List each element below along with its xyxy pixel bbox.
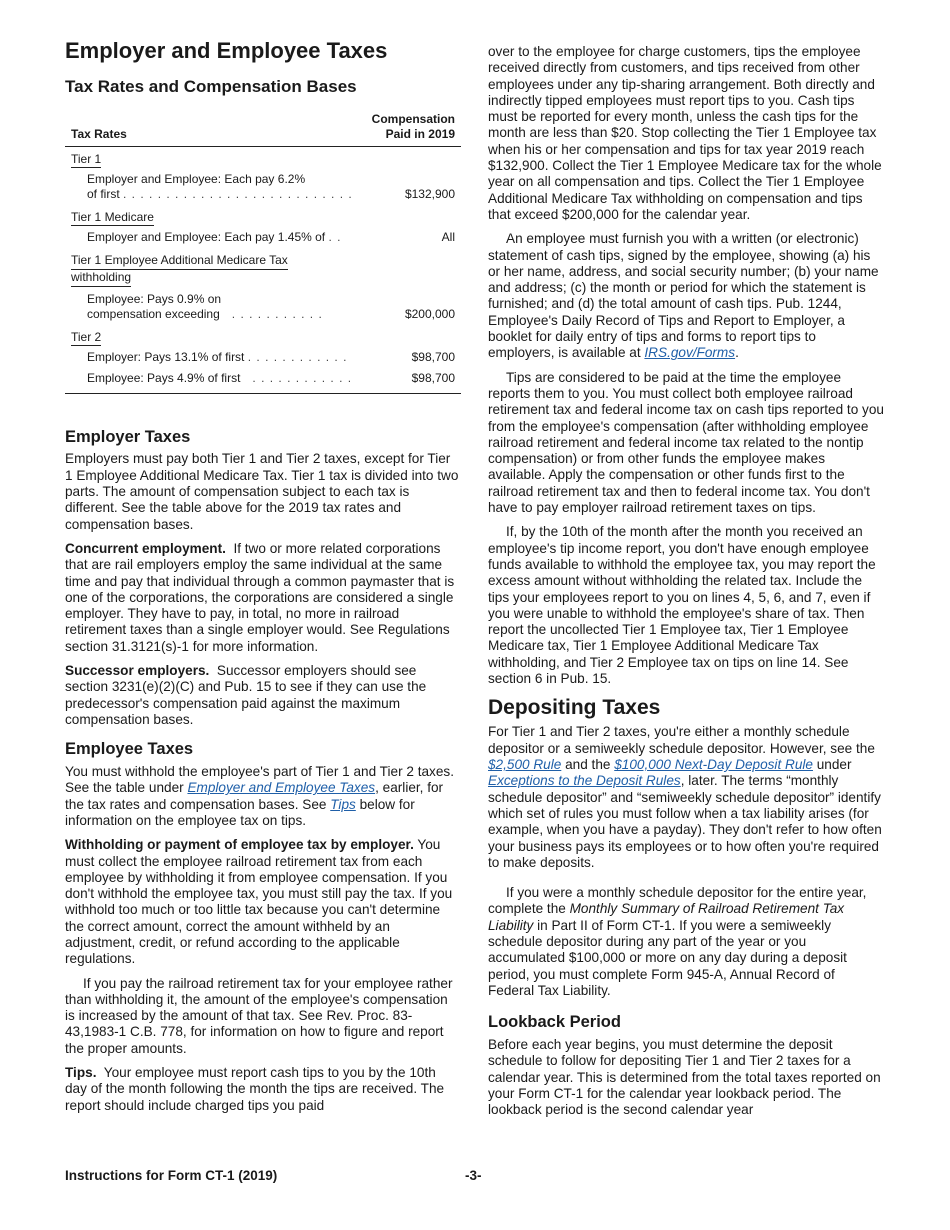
tax-rates-table [65,112,461,394]
tier2-label: Tier 2 [71,329,102,344]
depositing-taxes-heading: Depositing Taxes [488,696,661,720]
employer-employee-taxes-link[interactable]: Employer and Employee Taxes [187,780,376,796]
table-row: Employer and Employee: Each pay 1.45% of . . All [87,229,455,244]
table-bottom-rule [65,393,461,394]
tier1-label: Tier 1 [71,151,102,166]
employer-taxes-heading: Employer Taxes [65,427,191,446]
tips-statement-paragraph: An employee must furnish you with a written (or electronic) statement of cash tips, signed by the employee, showing (a) his or her name, address, and social security number; (b) your name and address; (c) the month or period for which the statement is furnished; and (d) the total amount of cash tips. Pub. 1244, Employee's Daily Record of Tips and Report to Employer, a booklet for daily entry of tips and forms to report tips to employers, is available at IRS.gov/Forms. [488,231,879,361]
employer-taxes-paragraph: Employers must pay both Tier 1 and Tier 2 taxes, except for Tier 1 Employee Additional Medicare Tax. Tier 1 tax is divided into two parts. The amount of compensation subject to each tax is different. See the table above for the 2019 tax rates and compensation bases. [65,451,459,532]
tips-link[interactable]: Tips [330,796,356,812]
footer-page-number: -3- [465,1168,482,1183]
tips-paid-paragraph: Tips are considered to be paid at the time the employee reports them to you. You must collect both employee railroad retirement tax and federal income tax on cash tips reported to you from the employee's compensation (after withholding employee railroad retirement and federal income tax related to the nontip compensation) or from other funds the employee makes available. Apply the compensation or other funds first to the railroad retirement tax and then to federal income tax. You don't have to pay employer railroad retirement taxes on tips. [488,369,884,516]
tip-funds-paragraph: If, by the 10th of the month after the month you received an employee's tip income report, you don't have enough employee funds available to withhold the employee tax, you may report the excess amount without withholding the related tax. Include the tips your employees report to you on lines 4, 5, 6, and 7, even if you were unable to withhold the employee's share of tax. Then report the uncollected Tier 1 Employee tax, Tier 1 Employee Medicare tax, Tier 1 Employee Additional Medicare Tax withholding, and Tier 2 Employee tax on tips on line 14. See section 6 in Pub. 15. [488,524,876,686]
2500-rule-link[interactable]: $2,500 Rule [488,757,562,773]
table-row: Employee: Pays 4.9% of first . . . . . . . . . . . . $98,700 [87,370,455,385]
table-header [65,112,461,147]
pay-tax-paragraph: If you pay the railroad retirement tax for your employee rather than withholding it, the amount of the employee's compensation is increased by the amount of that tax. See Rev. Proc. 83-43,1983-1 C.B. 778, for information on how to figure and report the proper amounts. [65,975,453,1056]
right-column [488,44,884,1127]
successor-employers-paragraph: Successor employers. Successor employers should see section 3231(e)(2)(C) and Pub. 15 to see if they can use the predecessor's compensation paid against the maximum compensation bases. [65,663,427,727]
tier1-medicare-label: Tier 1 Medicare [71,209,154,224]
next-day-deposit-rule-link[interactable]: $100,000 Next-Day Deposit Rule [614,757,813,773]
irs-forms-link[interactable]: IRS.gov/Forms [644,345,736,361]
footer-form-name: Instructions for Form CT-1 (2019) [65,1168,278,1183]
tips-continued-paragraph: over to the employee for charge customers, tips the employee received directly from customers, and tips received from other employees under any tip-sharing arrangement. Both directly and indirectly tipped employees must report tips to you. Cash tips must be reported for every month, unless the cash tips for the month are less than $20. Stop collecting the Tier 1 Employee tax when his or her compensation and tips for tax year 2019 reach $132,900. Collect the Tier 1 Employee Medicare tax for the whole year on all compensation and tips. Collect the Tier 1 Employee Additional Medicare Tax withholding on compensation and tips that exceed $200,000 for the calendar year. [488,44,882,222]
withholding-paragraph: Withholding or payment of employee tax by employer. You must collect the employee railroad retirement tax from each employee by withholding it from employee compensation. If you don't withhold the employee tax, you must still pay the tax. If you withhold too much or too little tax because you can't determine the correct amount, correct the amount withheld by an adjustment, credit, or refund according to the applicable regulations. [65,837,453,967]
concurrent-employment-paragraph: Concurrent employment. If two or more related corporations that are rail employers employ the same individual at the same time and pay that individual through a common paymaster that is one of the corporations, the corporations are considered a single employer. They have to pay, in total, no more in railroad retirement taxes than a single employer would. See Regulations section 31.3121(s)-1 for more information. [65,540,455,654]
page-title: Employer and Employee Taxes [65,38,388,63]
table-row: Employer and Employee: Each pay 6.2% of first . . . . . . . . . . . . . . . . . . . . . . . . . . . $132,900 [87,171,455,201]
section-subtitle: Tax Rates and Compensation Bases [65,77,357,97]
lookback-paragraph: Before each year begins, you must determine the deposit schedule to follow for depositing Tier 1 and Tier 2 taxes for a calendar year. This is determined from the total taxes reported on your Form CT-1 for the calendar year lookback period. The lookback period is the second calendar year [488,1037,881,1118]
table-row: Employee: Pays 0.9% on compensation exceeding . . . . . . . . . . . $200,000 [87,291,455,321]
header-tax-rates: Tax Rates [71,126,127,141]
tier1-additional-label: Tier 1 Employee Additional Medicare Tax withholding [65,248,461,289]
left-column [65,38,461,1122]
employee-taxes-heading: Employee Taxes [65,740,194,759]
table-row: Employer: Pays 13.1% of first . . . . . . . . . . . . $98,700 [87,349,455,364]
lookback-period-heading: Lookback Period [488,1013,621,1032]
monthly-depositor-paragraph: If you were a monthly schedule depositor for the entire year, complete the Monthly Summary of Railroad Retirement Tax Liability in Part II of Form CT-1. If you were a semiweekly schedule depositor during any part of the year or you accumulated $100,000 or more on any day during a deposit period, you must complete Form 945-A, Annual Record of Federal Tax Liability. [488,885,867,998]
depositing-paragraph: For Tier 1 and Tier 2 taxes, you're either a monthly schedule depositor or a semiweekly schedule depositor. However, see the $2,500 Rule and the $100,000 Next-Day Deposit Rule under Exceptions to the Deposit Rules, later. The terms “monthly schedule depositor” and “semiweekly schedule depositor” identify which set of rules you must follow when a tax liability arises (for example, when you have a payday). They don't refer to how often your business pays its employees or to how often you're required to make deposits. [488,724,882,870]
header-compensation: Compensation Paid in 2019 [371,111,455,141]
exceptions-deposit-rules-link[interactable]: Exceptions to the Deposit Rules [488,773,681,789]
tips-paragraph: Tips. Your employee must report cash tips to you by the 10th day of the month following the month the tips are received. The report should include charged tips you paid [65,1065,445,1113]
employee-taxes-paragraph: You must withhold the employee's part of Tier 1 and Tier 2 taxes. See the table under Employer and Employee Taxes, earlier, for the tax rates and compensation bases. See Tips below for information on the employee tax on tips. [65,764,454,828]
